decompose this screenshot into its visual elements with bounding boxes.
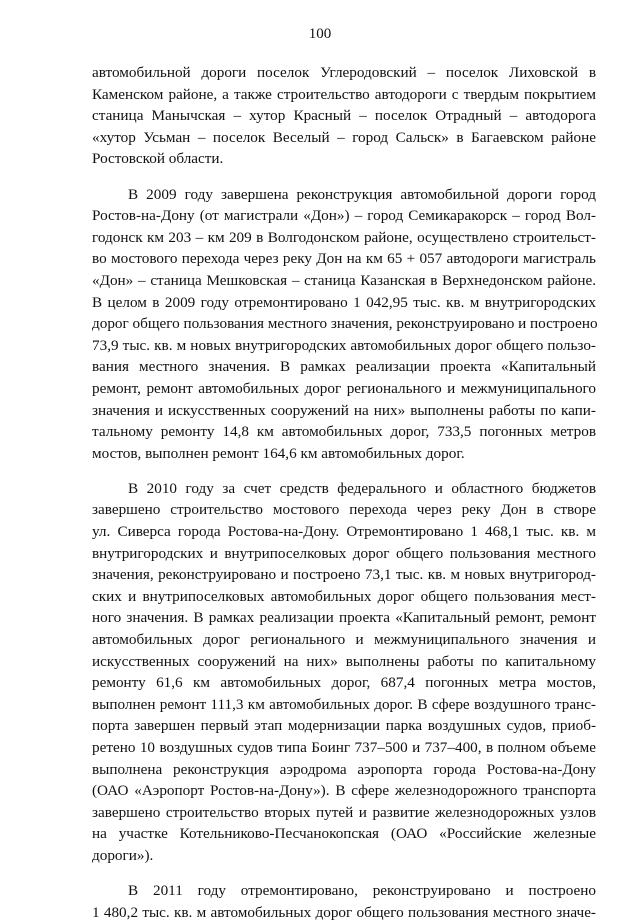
text-line: ного значения. В рамках реализации проекта «Капитальный ремонт, ремонт [92,609,596,627]
paragraph-3 [92,478,596,867]
text-line: мостов, выполнен ремонт 164,6 км автомобильных дорог. [92,444,465,462]
text-line: В целом в 2009 году отремонтировано 1 042,95 тыс. кв. м внутригородских [92,293,596,311]
text-line: годонск км 203 – км 209 в Волгодонском районе, осуществлено строительст- [92,228,596,246]
text-line: ских и внутрипоселковых автомобильных дорог общего пользования мест- [92,587,596,605]
text-line: автомобильных дорог регионального и межмуниципального значения и [92,631,596,649]
page-number: 100 [308,26,332,42]
text-line: «хутор Усьман – поселок Веселый – город Сальск» в Багаевском районе [92,128,596,146]
text-line: ремонту 61,6 км автомобильных дорог, 687,4 погонных метра мостов, [92,674,596,692]
text-line: «Дон» – станица Мешковская – станица Казанская в Верхнедонском районе. [92,271,596,289]
paragraph-gap [92,464,596,478]
paragraph-gap [92,170,596,184]
paragraph-2 [92,184,596,465]
text-line: порта завершен первый этап модернизации парка воздушных судов, приоб- [92,717,596,735]
text-line: внутригородских и внутрипоселковых дорог общего пользования местного [92,544,596,562]
text-line: дороги»). [92,846,154,864]
text-line: В 2009 году завершена реконструкция автомобильной дороги город [128,185,596,203]
paragraph-gap [92,867,596,881]
text-line: на участке Котельниково-Песчанокопская (ОАО «Российские железные [92,825,596,843]
text-line: значения и искусственных сооружений на них» выполнены работы по капи- [92,401,596,419]
text-line: вания местного значения. В рамках реализации проекта «Капитальный [92,358,596,376]
text-line: выполнена реконструкция аэродрома аэропорта города Ростова-на-Дону [92,760,596,778]
text-line: Ростов-на-Дону (от магистрали «Дон») – город Семикаракорск – город Вол- [92,207,596,225]
text-line: В 2010 году за счет средств федерального и областного бюджетов [128,479,596,497]
text-line: станица Манычская – хутор Красный – поселок Отрадный – автодорога [92,107,596,125]
text-line: Каменском районе, а также строительство автодороги с твердым покрытием [92,85,596,103]
text-line: во мостового перехода через реку Дон на км 65 + 057 автодороги магистраль [92,250,596,268]
text-line: В 2011 году отремонтировано, реконструировано и построено [128,882,596,900]
text-line: ремонт, ремонт автомобильных дорог регионального и межмуниципального [92,379,596,397]
text-line: завершено строительство вторых путей и развитие железнодорожных узлов [92,803,596,821]
text-line: 1 480,2 тыс. кв. м автомобильных дорог общего пользования местного значе- [92,903,596,921]
text-line: дорог общего пользования местного значения, реконструировано и построено [92,315,598,333]
text-line: 73,9 тыс. кв. м новых внутригородских автомобильных дорог общего пользо- [92,336,596,354]
paragraph-4 [92,880,596,923]
paragraph-1 [92,62,596,170]
text-line: (ОАО «Аэропорт Ростов-на-Дону»). В сфере железнодорожного транспорта [92,782,596,800]
text-line: искусственных сооружений на них» выполнены работы по капитальному [92,652,596,670]
text-line: Ростовской области. [92,150,224,168]
text-line: ретено 10 воздушных судов типа Боинг 737–500 и 737–400, в полном объеме [92,739,596,756]
text-line: автомобильной дороги поселок Углеродовский – поселок Лиховской в [92,64,596,81]
text-line: значения, реконструировано и построено 73,1 тыс. кв. м новых внутригород- [92,566,596,584]
text-line: тальному ремонту 14,8 км автомобильных дорог, 733,5 погонных метров [92,423,596,441]
body-text [92,62,596,923]
text-line: выполнен ремонт 111,3 км автомобильных дорог. В сфере воздушного транс- [92,695,596,713]
text-line: ул. Сиверса города Ростова-на-Дону. Отремонтировано 1 468,1 тыс. кв. м [92,523,596,541]
text-line: завершено строительство мостового перехода через реку Дон в створе [92,501,596,519]
